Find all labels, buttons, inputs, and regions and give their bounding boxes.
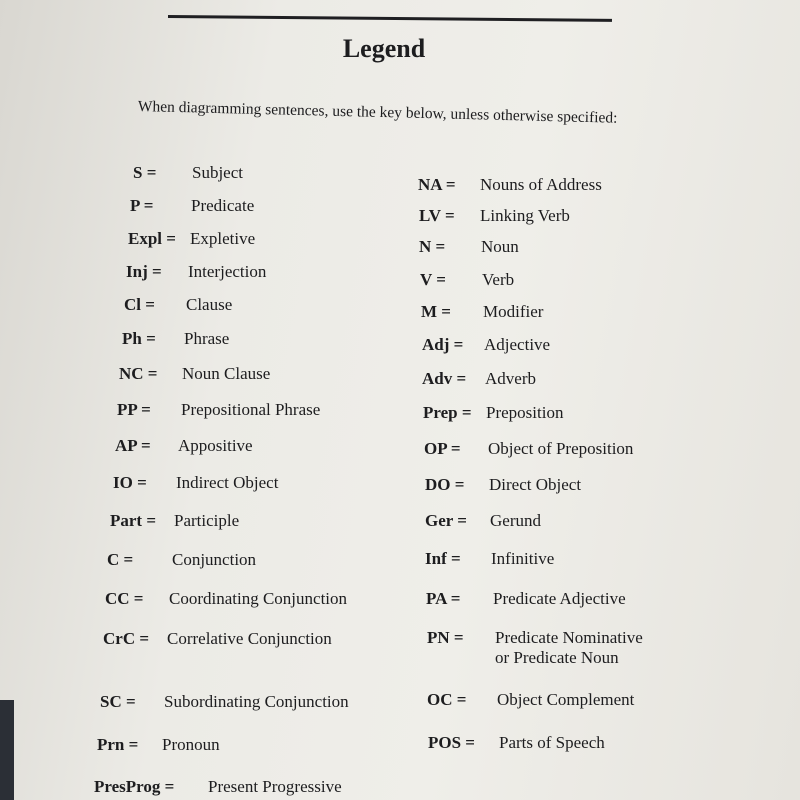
legend-definition (499, 733, 605, 753)
legend-definition-line: Predicate Adjective (493, 589, 626, 608)
legend-entry (426, 589, 626, 609)
legend-entry (97, 735, 220, 755)
legend-definition (208, 777, 342, 797)
legend-definition (192, 163, 243, 183)
legend-definition (178, 436, 253, 456)
legend-abbreviation: Inj = (126, 262, 162, 281)
legend-entry (420, 270, 515, 290)
legend-abbreviation: OC = (427, 690, 467, 709)
legend-abbreviation: Ph = (122, 329, 156, 348)
legend-definition-line: Object Complement (497, 690, 635, 709)
legend-entry (100, 692, 349, 712)
legend-entry (425, 475, 582, 495)
legend-definition-line: Conjunction (172, 550, 257, 569)
legend-definition (191, 196, 254, 216)
legend-abbreviation: OP = (424, 439, 461, 458)
legend-entry (425, 511, 541, 531)
legend-entry (107, 550, 257, 570)
legend-entry (427, 628, 643, 667)
legend-entry (128, 229, 256, 249)
page-edge-shadow (0, 700, 14, 800)
intro-text: When diagramming sentences, use the key below, unless otherwise specified: (137, 98, 618, 127)
legend-definition-line: Predicate Nominative (495, 628, 643, 647)
legend-definition-line: Object of Preposition (488, 439, 634, 458)
legend-entry (105, 589, 348, 609)
legend-definition-line: Direct Object (489, 475, 582, 494)
legend-definition (172, 550, 256, 570)
legend-definition (184, 329, 229, 349)
legend-definition (169, 589, 347, 609)
legend-abbreviation: PresProg = (94, 777, 175, 796)
legend-entry (126, 262, 267, 282)
legend-entry (419, 206, 570, 226)
legend-entry (103, 629, 332, 649)
legend-abbreviation: CrC = (103, 629, 150, 648)
legend-abbreviation: CC = (105, 589, 144, 608)
legend-entry (94, 777, 342, 797)
legend-abbreviation: V = (420, 270, 446, 289)
legend-abbreviation: NC = (119, 364, 158, 383)
legend-entry (418, 175, 602, 195)
legend-definition (497, 690, 634, 710)
legend-entry (115, 436, 253, 456)
legend-entry (427, 690, 635, 710)
legend-definition-line: Linking Verb (480, 206, 570, 225)
legend-definition (488, 439, 633, 459)
legend-definition-line: Subject (192, 163, 243, 182)
legend-abbreviation: Prep = (423, 403, 472, 422)
legend-definition-line: Coordinating Conjunction (169, 589, 348, 608)
legend-abbreviation: Ger = (425, 511, 467, 530)
legend-definition-line: Participle (174, 511, 240, 530)
legend-entry (119, 364, 271, 384)
legend-definition-line: Indirect Object (176, 473, 279, 492)
legend-entry (422, 369, 536, 389)
legend-definition (164, 692, 349, 712)
legend-definition (186, 295, 232, 315)
legend-abbreviation: Adv = (422, 369, 467, 388)
legend-definition (181, 400, 320, 420)
legend-entry (117, 400, 321, 420)
legend-definition-line: Phrase (184, 329, 230, 348)
legend-definition (486, 403, 563, 423)
legend-definition-line: Pronoun (162, 735, 220, 754)
legend-entry (124, 295, 233, 315)
legend-definition (174, 511, 239, 531)
legend-definition (483, 302, 543, 322)
legend-definition (481, 237, 519, 257)
legend-abbreviation: P = (130, 196, 154, 215)
legend-definition-line: Nouns of Address (480, 175, 602, 194)
legend-abbreviation: PA = (426, 589, 461, 608)
legend-entry (419, 237, 519, 257)
legend-definition-line: Clause (186, 295, 233, 314)
legend-definition (167, 629, 332, 649)
legend-definition-line: Verb (482, 270, 515, 289)
legend-definition (493, 589, 626, 609)
legend-definition-line: Noun Clause (182, 364, 271, 383)
legend-abbreviation: Inf = (425, 549, 461, 568)
legend-definition-line: Predicate (191, 196, 255, 215)
legend-definition-line: Modifier (483, 302, 544, 321)
legend-abbreviation: PN = (427, 628, 464, 647)
legend-definition-line: Prepositional Phrase (181, 400, 321, 419)
legend-definition-line: Preposition (486, 403, 564, 422)
legend-definition (495, 628, 643, 668)
legend-entry (113, 473, 279, 493)
legend-abbreviation: DO = (425, 475, 465, 494)
legend-definition (188, 262, 266, 282)
legend-definition (489, 475, 581, 495)
legend-abbreviation: Adj = (422, 335, 464, 354)
legend-abbreviation: Cl = (124, 295, 155, 314)
legend-definition-line: Noun (481, 237, 519, 256)
legend-abbreviation: Part = (110, 511, 157, 530)
legend-abbreviation: LV = (419, 206, 455, 225)
legend-entry (130, 196, 255, 216)
legend-definition-line: Interjection (188, 262, 267, 281)
legend-definition (484, 335, 550, 355)
legend-definition-line: Adverb (485, 369, 536, 388)
legend-definition-line: Subordinating Conjunction (164, 692, 349, 711)
legend-definition-line: Appositive (178, 436, 253, 455)
legend-definition (482, 270, 514, 290)
legend-entry (424, 439, 634, 459)
legend-entry (423, 403, 564, 423)
legend-definition (176, 473, 278, 493)
legend-abbreviation: Expl = (128, 229, 176, 248)
legend-definition (182, 364, 270, 384)
legend-definition (490, 511, 541, 531)
legend-definition (190, 229, 255, 249)
legend-abbreviation: C = (107, 550, 134, 569)
legend-entry (110, 511, 240, 531)
legend-definition (480, 175, 602, 195)
legend-entry (122, 329, 230, 349)
legend-definition (485, 369, 536, 389)
legend-entry (422, 335, 551, 355)
legend-definition (162, 735, 220, 755)
page-title: Legend (342, 34, 426, 63)
legend-abbreviation: SC = (100, 692, 136, 711)
legend-definition-line: Gerund (490, 511, 541, 530)
legend-entry (133, 163, 243, 183)
legend-definition-line: or Predicate Noun (495, 648, 619, 667)
legend-definition (480, 206, 570, 226)
legend-abbreviation: POS = (428, 733, 475, 752)
legend-abbreviation: M = (421, 302, 451, 321)
legend-entry (421, 302, 544, 322)
legend-definition (491, 549, 554, 569)
legend-abbreviation: S = (133, 163, 157, 182)
legend-abbreviation: NA = (418, 175, 456, 194)
legend-entry (425, 549, 555, 569)
legend-abbreviation: N = (419, 237, 446, 256)
legend-definition-line: Correlative Conjunction (167, 629, 332, 648)
legend-definition-line: Present Progressive (208, 777, 342, 796)
legend-abbreviation: IO = (113, 473, 147, 492)
legend-definition-line: Adjective (484, 335, 551, 354)
header-rule (168, 15, 612, 22)
legend-definition-line: Infinitive (491, 549, 555, 568)
legend-abbreviation: AP = (115, 436, 151, 455)
legend-entry (428, 733, 605, 753)
legend-abbreviation: Prn = (97, 735, 139, 754)
legend-definition-line: Expletive (190, 229, 256, 248)
legend-abbreviation: PP = (117, 400, 151, 419)
legend-definition-line: Parts of Speech (499, 733, 605, 752)
